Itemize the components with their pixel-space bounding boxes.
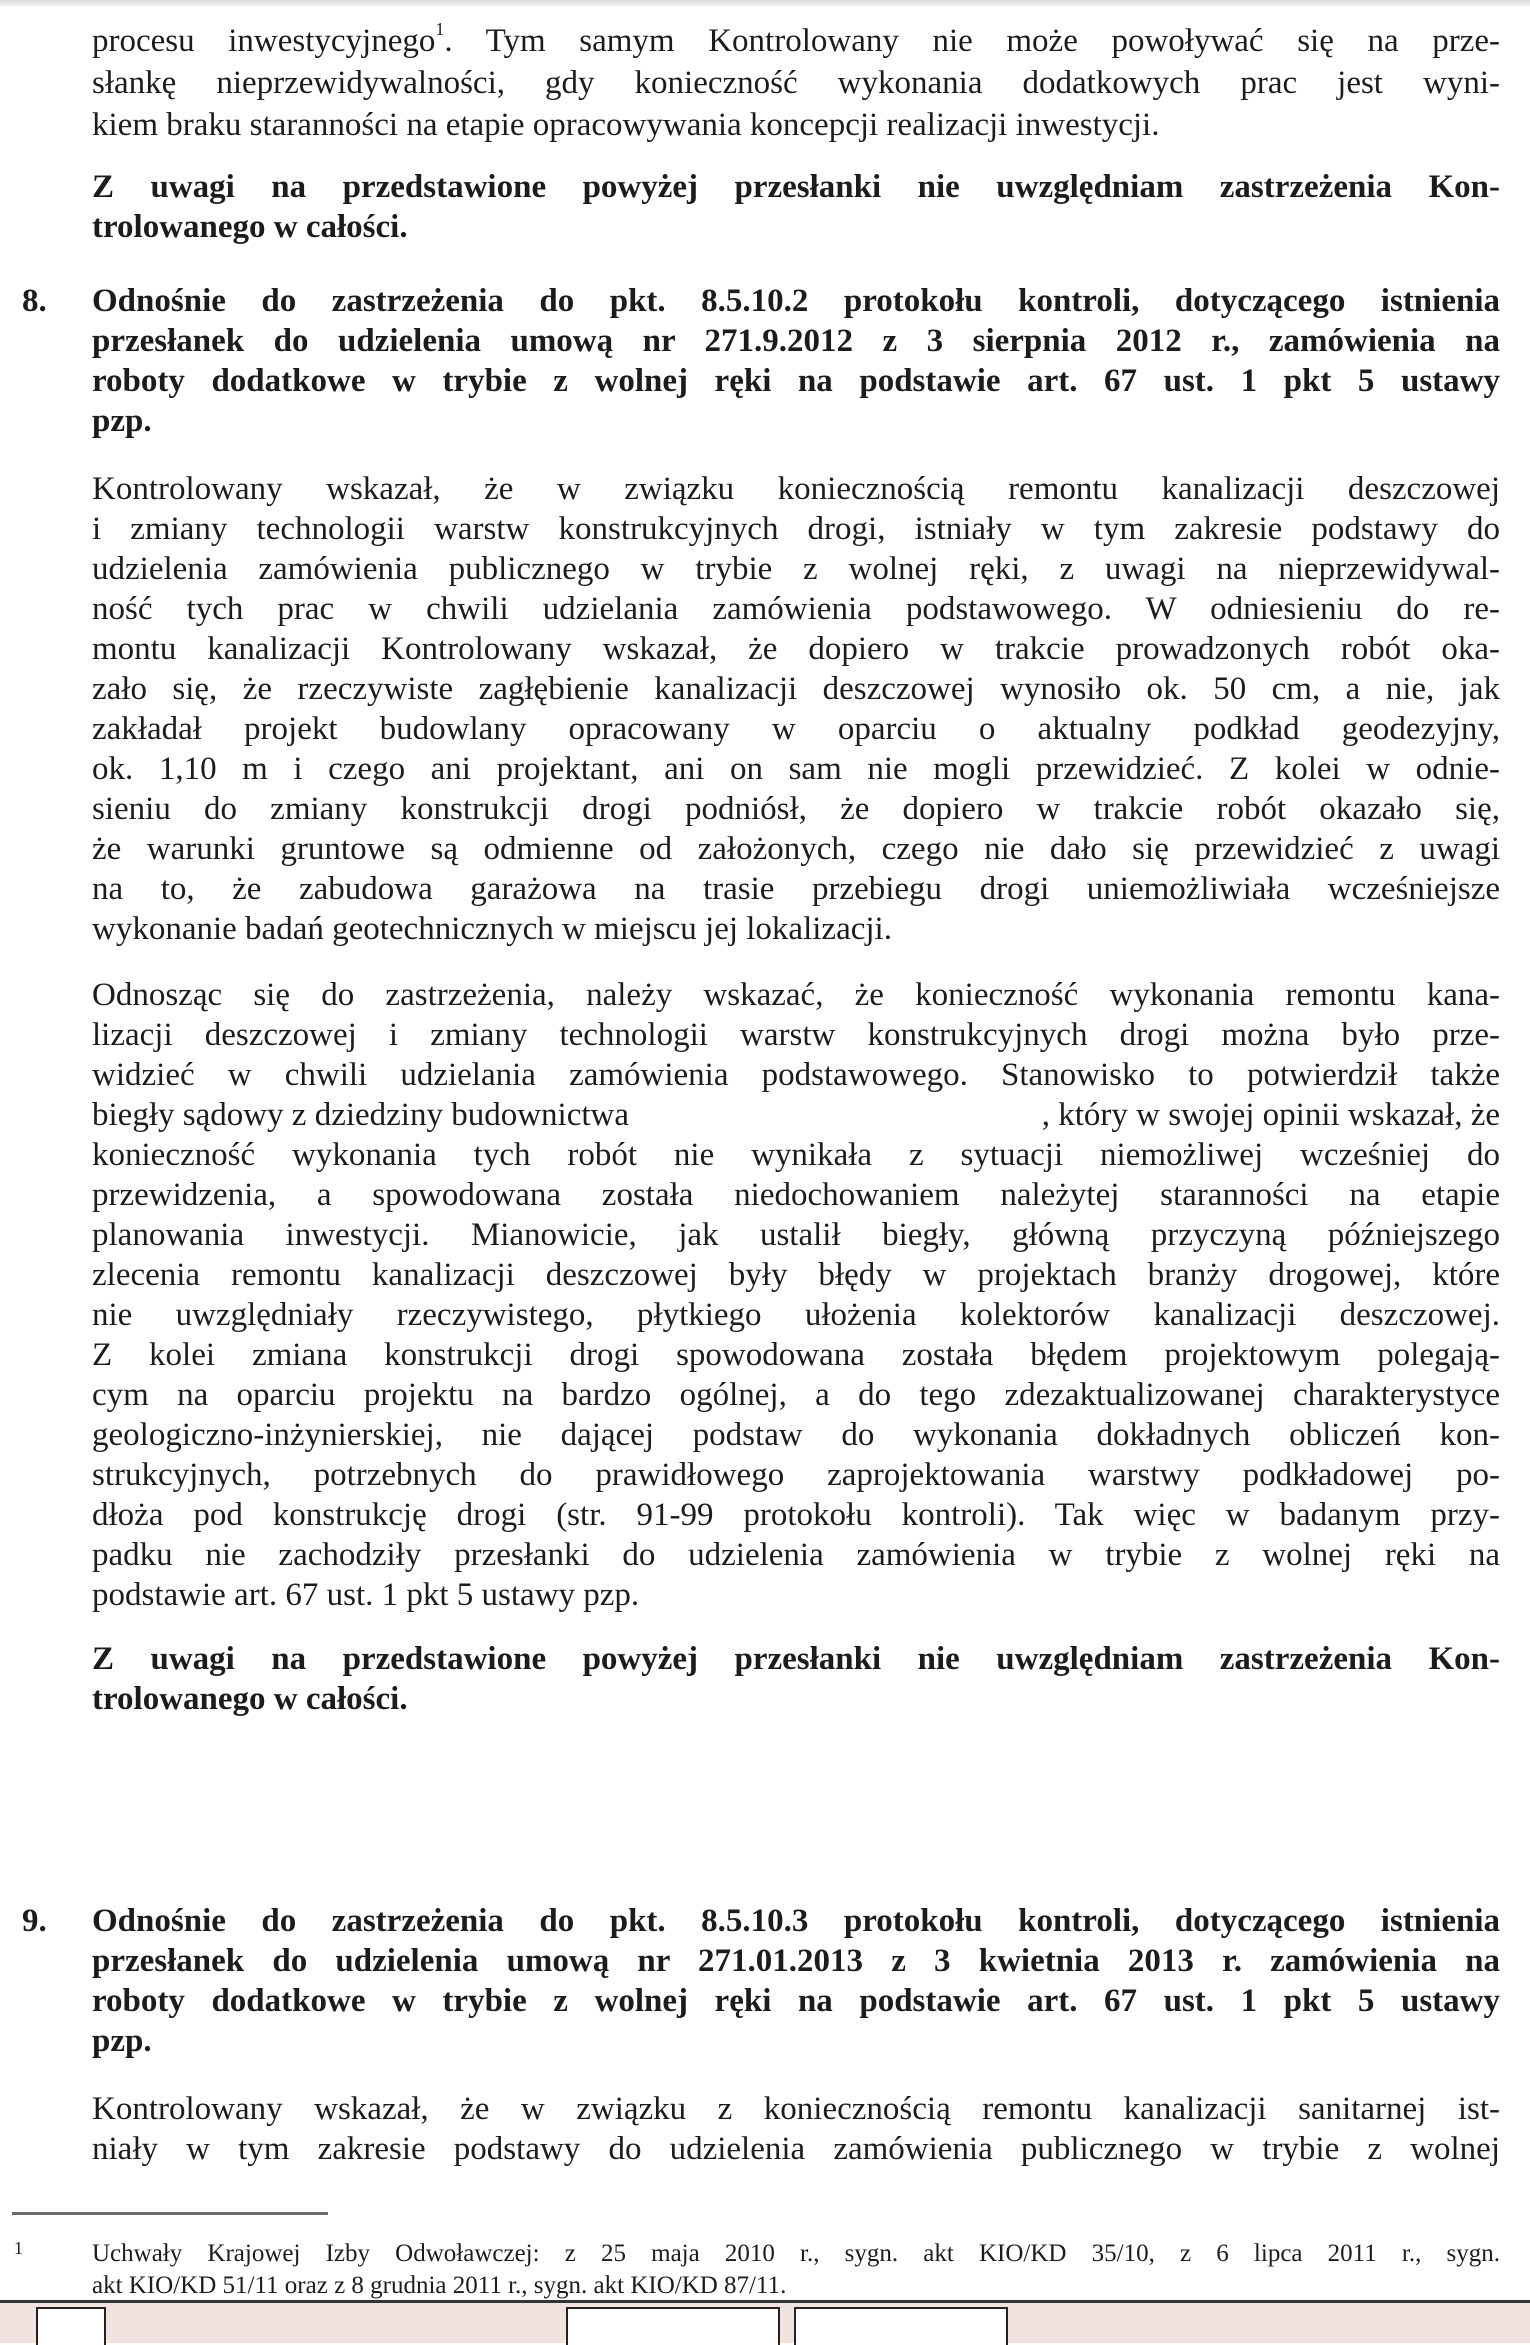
section-8-heading-line: roboty dodatkowe w trybie z wolnej ręki na podstawie art. 67 ust. 1 pkt 5 ustawy <box>92 363 1500 399</box>
section-8-p2-line: podstawie art. 67 ust. 1 pkt 5 ustawy pzp. <box>92 1577 640 1613</box>
section-8-p1-line: na to, że zabudowa garażowa na trasie przebiegu drogi uniemożliwiała wcześniejsze <box>92 871 1500 907</box>
section-8-p1-line: zakładał projekt budowlany opracowany w oparciu o aktualny podkład geodezyjny, <box>92 711 1500 747</box>
section-8-p1-line: ność tych prac w chwili udzielania zamówienia podstawowego. W odniesieniu do re- <box>92 591 1500 627</box>
section-8-p2-line: lizacji deszczowej i zmiany technologii warstw konstrukcyjnych drogi można było prze- <box>92 1017 1500 1053</box>
section-9-p1-line: Kontrolowany wskazał, że w związku z koniecznością remontu kanalizacji sanitarnej ist- <box>92 2091 1500 2127</box>
section-8-p2-line: geologiczno-inżynierskiej, nie dającej podstaw do wykonania dokładnych obliczeń kon- <box>92 1417 1500 1453</box>
footnote-mark: 1 <box>14 2238 23 2258</box>
section-8-heading-line: Odnośnie do zastrzeżenia do pkt. 8.5.10.2 protokołu kontroli, dotyczącego istnienia <box>92 283 1500 319</box>
section-8-conclusion-line: trolowanego w całości. <box>92 1681 408 1717</box>
bottom-strip-tab <box>566 2307 780 2345</box>
section-8-p2-line: nie uwzględniały rzeczywistego, płytkiego ułożenia kolektorów kanalizacji deszczowej. <box>92 1297 1500 1333</box>
section-8-number: 8. <box>22 283 47 319</box>
conclusion-1-line-1: Z uwagi na przedstawione powyżej przesłanki nie uwzględniam zastrzeżenia Kon- <box>92 169 1500 205</box>
intro-text: . Tym samym Kontrolowany nie może powoływać się na prze- <box>444 23 1500 59</box>
section-8-p2-line: zlecenia remontu kanalizacji deszczowej były błędy w projektach branży drogowej, które <box>92 1257 1500 1293</box>
section-8-p2-line: Z kolei zmiana konstrukcji drogi spowodowana została błędem projektowym polegają- <box>92 1337 1500 1373</box>
section-9-number: 9. <box>22 1903 47 1939</box>
section-9-heading-line: przesłanek do udzielenia umową nr 271.01.2013 z 3 kwietnia 2013 r. zamówienia na <box>92 1943 1500 1979</box>
footnote-separator <box>12 2212 328 2215</box>
section-8-p1-line: zało się, że rzeczywiste zagłębienie kanalizacji deszczowej wynosiło ok. 50 cm, a nie, jak <box>92 671 1500 707</box>
intro-line-3: kiem braku staranności na etapie opracowywania koncepcji realizacji inwestycji. <box>92 107 1160 143</box>
footnote-line: Uchwały Krajowej Izby Odwoławczej: z 25 maja 2010 r., sygn. akt KIO/KD 35/10, z 6 lipca 2011 r., sygn. <box>92 2240 1500 2267</box>
section-8-p2-line: padku nie zachodziły przesłanki do udzielenia zamówienia w trybie z wolnej ręki na <box>92 1537 1500 1573</box>
section-8-p2-line: strukcyjnych, potrzebnych do prawidłowego zaprojektowania warstwy podkładowej po- <box>92 1457 1500 1493</box>
section-8-p2-line: dłoża pod konstrukcję drogi (str. 91-99 protokołu kontroli). Tak więc w badanym przy- <box>92 1497 1500 1533</box>
section-8-p1-line: wykonanie badań geotechnicznych w miejscu jej lokalizacji. <box>92 911 892 947</box>
bottom-page-strip <box>0 2300 1530 2343</box>
section-8-p1-line: ok. 1,10 m i czego ani projektant, ani on sam nie mogli przewidzieć. Z kolei w odnie- <box>92 751 1500 787</box>
section-8-p2-line: widzieć w chwili udzielania zamówienia podstawowego. Stanowisko to potwierdził także <box>92 1057 1500 1093</box>
footnote-line: akt KIO/KD 51/11 oraz z 8 grudnia 2011 r., sygn. akt KIO/KD 87/11. <box>92 2272 787 2299</box>
bottom-strip-tab <box>36 2307 106 2345</box>
section-8-p2-line <box>92 1096 1500 1134</box>
intro-line-1 <box>92 19 1500 60</box>
section-8-p2-line: cym na oparciu projektu na bardzo ogólnej, a do tego zdezaktualizowanej charakterystyce <box>92 1377 1500 1413</box>
section-9-p1-line: niały w tym zakresie podstawy do udzielenia zamówienia publicznego w trybie z wolnej <box>92 2131 1500 2167</box>
intro-text: procesu inwestycyjnego <box>92 23 436 59</box>
section-9-heading-line: Odnośnie do zastrzeżenia do pkt. 8.5.10.3 protokołu kontroli, dotyczącego istnienia <box>92 1903 1500 1939</box>
section-8-p2-line: konieczność wykonania tych robót nie wynikała z sytuacji niemożliwej wcześniej do <box>92 1137 1500 1173</box>
section-8-p2-line: planowania inwestycji. Mianowicie, jak ustalił biegły, główną przyczyną późniejszego <box>92 1217 1500 1253</box>
section-9-heading-line: pzp. <box>92 2023 152 2059</box>
section-8-p1-line: że warunki gruntowe są odmienne od założonych, czego nie dało się przewidzieć z uwagi <box>92 831 1500 867</box>
section-8-heading-line: przesłanek do udzielenia umową nr 271.9.2012 z 3 sierpnia 2012 r., zamówienia na <box>92 323 1500 359</box>
section-8-p1-line: sieniu do zmiany konstrukcji drogi podniósł, że dopiero w trakcie robót okazało się, <box>92 791 1500 827</box>
section-8-p1-line: i zmiany technologii warstw konstrukcyjnych drogi, istniały w tym zakresie podstawy do <box>92 511 1500 547</box>
section-8-p1-line: Kontrolowany wskazał, że w związku koniecznością remontu kanalizacji deszczowej <box>92 471 1500 507</box>
section-9-heading-line: roboty dodatkowe w trybie z wolnej ręki na podstawie art. 67 ust. 1 pkt 5 ustawy <box>92 1983 1500 2019</box>
section-8-p2-line: przewidzenia, a spowodowana została niedochowaniem należytej staranności na etapie <box>92 1177 1500 1213</box>
section-8-conclusion-line: Z uwagi na przedstawione powyżej przesłanki nie uwzględniam zastrzeżenia Kon- <box>92 1641 1500 1677</box>
intro-line-2: słankę nieprzewidywalności, gdy konieczność wykonania dodatkowych prac jest wyni- <box>92 65 1500 101</box>
section-8-p2-line: Odnosząc się do zastrzeżenia, należy wskazać, że konieczność wykonania remontu kana- <box>92 977 1500 1013</box>
conclusion-1-line-2: trolowanego w całości. <box>92 209 408 245</box>
section-8-p1-line: montu kanalizacji Kontrolowany wskazał, że dopiero w trakcie prowadzonych robót oka- <box>92 631 1500 667</box>
section-8-p1-line: udzielenia zamówienia publicznego w trybie z wolnej ręki, z uwagi na nieprzewidywal- <box>92 551 1500 587</box>
expert-text-cont: , który w swojej opinii wskazał, że <box>1041 1097 1500 1133</box>
section-8-heading-line: pzp. <box>92 403 152 439</box>
footnote-ref[interactable]: 1 <box>435 19 445 39</box>
expert-text: biegły sądowy z dziedziny budownictwa <box>92 1097 630 1133</box>
bottom-strip-tab <box>794 2307 1008 2345</box>
